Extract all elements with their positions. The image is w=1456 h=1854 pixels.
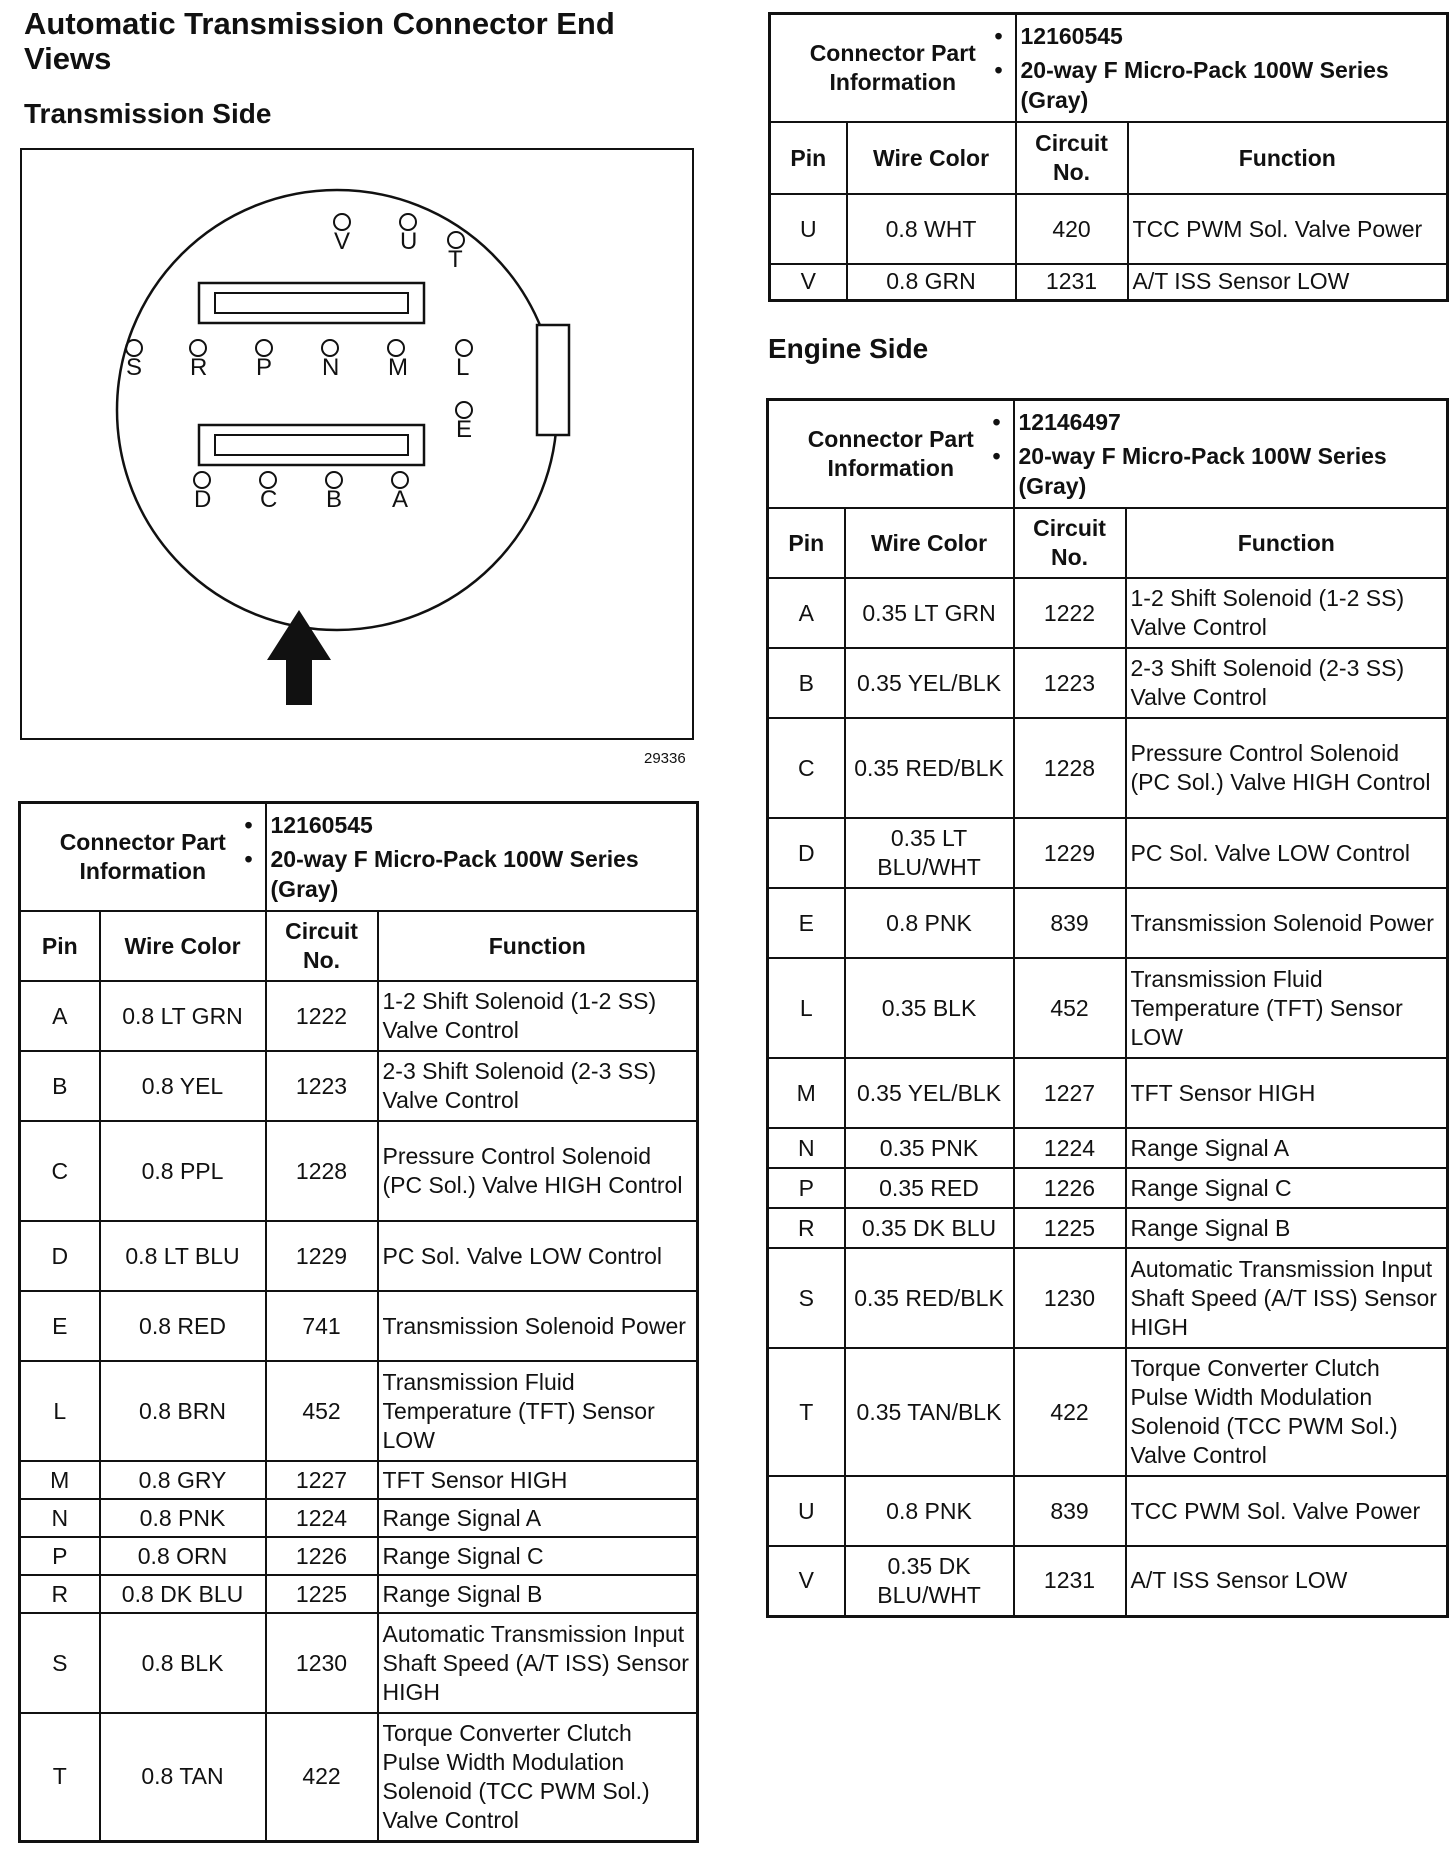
wire-color-cell: 0.8 GRY [100, 1461, 266, 1499]
table-row [20, 1499, 698, 1537]
circuit-cell: 1230 [1014, 1248, 1126, 1348]
connector-part-info-label: Connector Part Information [768, 400, 1014, 509]
function-cell: Automatic Transmission Input Shaft Speed (A/T ISS) Sensor HIGH [378, 1613, 698, 1713]
trans-side-table-continued [768, 12, 1449, 302]
pin-cell: E [768, 888, 845, 958]
wire-color-cell: 0.8 PNK [100, 1499, 266, 1537]
pin-label: C [260, 486, 278, 513]
table-row [768, 1546, 1448, 1616]
wire-color-cell: 0.8 WHT [847, 194, 1016, 264]
wire-color-cell: 0.35 DK BLU/WHT [845, 1546, 1014, 1616]
pin-cell: B [768, 648, 845, 718]
wire-color-cell: 0.35 PNK [845, 1128, 1014, 1168]
function-cell: 1-2 Shift Solenoid (1-2 SS) Valve Control [378, 981, 698, 1051]
function-cell: Range Signal C [378, 1537, 698, 1575]
table-row [768, 1058, 1448, 1128]
function-cell: Transmission Solenoid Power [1126, 888, 1448, 958]
pin-cell: T [768, 1348, 845, 1476]
wire-color-cell: 0.8 BRN [100, 1361, 266, 1461]
wire-color-cell: 0.8 RED [100, 1291, 266, 1361]
function-cell: Range Signal C [1126, 1168, 1448, 1208]
connector-series: • 20-way F Micro-Pack 100W Series (Gray) [1021, 55, 1443, 115]
pin-cell: L [768, 958, 845, 1058]
pin-cell: C [20, 1121, 100, 1221]
connector-diagram [20, 148, 694, 740]
pin-cell: P [768, 1168, 845, 1208]
col-wire-color: Wire Color [845, 508, 1014, 578]
pin-cell: D [20, 1221, 100, 1291]
col-wire-color: Wire Color [847, 122, 1016, 194]
circuit-cell: 422 [266, 1713, 378, 1841]
pin-cell: N [20, 1499, 100, 1537]
wire-color-cell: 0.8 DK BLU [100, 1575, 266, 1613]
circuit-cell: 1227 [266, 1461, 378, 1499]
page-title: Automatic Transmission Connector End Views [24, 6, 615, 76]
part-number: • 12146497 [1019, 407, 1443, 437]
pin-label: T [448, 246, 463, 273]
pin-label: A [392, 486, 409, 513]
function-cell: A/T ISS Sensor LOW [1126, 1546, 1448, 1616]
table-row [768, 648, 1448, 718]
pin-label: V [334, 228, 351, 255]
connector-part-info-label: Connector Part Information [770, 14, 1016, 123]
wire-color-cell: 0.35 RED/BLK [845, 718, 1014, 818]
wire-color-cell: 0.8 BLK [100, 1613, 266, 1713]
pin-cell: A [768, 578, 845, 648]
pin-cell: U [768, 1476, 845, 1546]
table-row [768, 1128, 1448, 1168]
wire-color-cell: 0.35 LT GRN [845, 578, 1014, 648]
circuit-cell: 1226 [266, 1537, 378, 1575]
part-number: • 12160545 [271, 810, 693, 840]
trans-side-table [18, 801, 699, 1843]
pin-label: R [190, 354, 208, 381]
table-row [20, 1291, 698, 1361]
connector-part-info [1016, 14, 1448, 123]
function-cell: Transmission Fluid Temperature (TFT) Sensor LOW [378, 1361, 698, 1461]
wire-color-cell: 0.35 LT BLU/WHT [845, 818, 1014, 888]
circuit-cell: 1229 [1014, 818, 1126, 888]
pin-cell: M [768, 1058, 845, 1128]
wire-color-cell: 0.8 TAN [100, 1713, 266, 1841]
function-cell: Torque Converter Clutch Pulse Width Modulation Solenoid (TCC PWM Sol.) Valve Control [378, 1713, 698, 1841]
pin-label: S [126, 354, 143, 381]
function-cell: Pressure Control Solenoid (PC Sol.) Valve HIGH Control [1126, 718, 1448, 818]
function-cell: Torque Converter Clutch Pulse Width Modulation Solenoid (TCC PWM Sol.) Valve Control [1126, 1348, 1448, 1476]
circuit-cell: 1223 [1014, 648, 1126, 718]
connector-part-info [266, 803, 698, 912]
wire-color-cell: 0.35 RED [845, 1168, 1014, 1208]
wire-color-cell: 0.35 YEL/BLK [845, 1058, 1014, 1128]
wire-color-cell: 0.8 ORN [100, 1537, 266, 1575]
table-row [20, 1051, 698, 1121]
col-pin: Pin [20, 911, 100, 981]
table-row [768, 818, 1448, 888]
connector-part-info-label: Connector Part Information [20, 803, 266, 912]
table-row [768, 1348, 1448, 1476]
function-cell: 1-2 Shift Solenoid (1-2 SS) Valve Control [1126, 578, 1448, 648]
col-pin: Pin [770, 122, 847, 194]
pin-cell: R [20, 1575, 100, 1613]
pin-cell: C [768, 718, 845, 818]
function-cell: TFT Sensor HIGH [1126, 1058, 1448, 1128]
col-circuit: Circuit No. [1016, 122, 1128, 194]
wire-color-cell: 0.35 YEL/BLK [845, 648, 1014, 718]
function-cell: Transmission Solenoid Power [378, 1291, 698, 1361]
pin-label: B [326, 486, 343, 513]
col-circuit: Circuit No. [1014, 508, 1126, 578]
wire-color-cell: 0.8 PNK [845, 888, 1014, 958]
col-function: Function [1126, 508, 1448, 578]
circuit-cell: 1227 [1014, 1058, 1126, 1128]
circuit-cell: 839 [1014, 1476, 1126, 1546]
function-cell: Pressure Control Solenoid (PC Sol.) Valve HIGH Control [378, 1121, 698, 1221]
connector-series: • 20-way F Micro-Pack 100W Series (Gray) [1019, 441, 1443, 501]
circuit-cell: 1222 [266, 981, 378, 1051]
function-cell: 2-3 Shift Solenoid (2-3 SS) Valve Control [378, 1051, 698, 1121]
pin-label: U [400, 228, 418, 255]
pin-label: D [194, 486, 212, 513]
pin-cell: U [770, 194, 847, 264]
col-function: Function [1128, 122, 1448, 194]
wire-color-cell: 0.8 LT GRN [100, 981, 266, 1051]
table-row [770, 194, 1448, 264]
table-row [20, 1613, 698, 1713]
function-cell: Range Signal A [1126, 1128, 1448, 1168]
engine-side-table [766, 398, 1449, 1618]
table-row [768, 1168, 1448, 1208]
circuit-cell: 839 [1014, 888, 1126, 958]
circuit-cell: 1226 [1014, 1168, 1126, 1208]
wire-color-cell: 0.35 DK BLU [845, 1208, 1014, 1248]
connector-part-info [1014, 400, 1448, 509]
pin-cell: L [20, 1361, 100, 1461]
table-row [768, 1476, 1448, 1546]
function-cell: A/T ISS Sensor LOW [1128, 264, 1448, 300]
table-row [20, 1121, 698, 1221]
wire-color-cell: 0.8 YEL [100, 1051, 266, 1121]
pin-cell: N [768, 1128, 845, 1168]
circuit-cell: 1229 [266, 1221, 378, 1291]
wire-color-cell: 0.8 PNK [845, 1476, 1014, 1546]
col-wire-color: Wire Color [100, 911, 266, 981]
wire-color-cell: 0.35 TAN/BLK [845, 1348, 1014, 1476]
col-pin: Pin [768, 508, 845, 578]
circuit-cell: 1224 [266, 1499, 378, 1537]
table-row [20, 1361, 698, 1461]
function-cell: TFT Sensor HIGH [378, 1461, 698, 1499]
figure-number: 29336 [644, 750, 686, 767]
function-cell: 2-3 Shift Solenoid (2-3 SS) Valve Control [1126, 648, 1448, 718]
col-function: Function [378, 911, 698, 981]
circuit-cell: 452 [266, 1361, 378, 1461]
pin-cell: A [20, 981, 100, 1051]
table-row [20, 981, 698, 1051]
pin-cell: V [768, 1546, 845, 1616]
function-cell: TCC PWM Sol. Valve Power [1126, 1476, 1448, 1546]
table-row [20, 1461, 698, 1499]
circuit-cell: 1225 [266, 1575, 378, 1613]
table-row [20, 1221, 698, 1291]
wire-color-cell: 0.8 LT BLU [100, 1221, 266, 1291]
col-circuit: Circuit No. [266, 911, 378, 981]
pin-cell: D [768, 818, 845, 888]
function-cell: Range Signal B [378, 1575, 698, 1613]
function-cell: PC Sol. Valve LOW Control [378, 1221, 698, 1291]
pin-label: M [388, 354, 408, 381]
circuit-cell: 1225 [1014, 1208, 1126, 1248]
table-row [768, 578, 1448, 648]
circuit-cell: 422 [1014, 1348, 1126, 1476]
table-row [770, 264, 1448, 300]
circuit-cell: 1222 [1014, 578, 1126, 648]
circuit-cell: 1228 [266, 1121, 378, 1221]
wire-color-cell: 0.8 GRN [847, 264, 1016, 300]
connector-face-drawing [22, 150, 692, 738]
table-row [768, 888, 1448, 958]
wire-color-cell: 0.35 BLK [845, 958, 1014, 1058]
circuit-cell: 420 [1016, 194, 1128, 264]
pin-cell: E [20, 1291, 100, 1361]
engine-side-heading: Engine Side [768, 333, 929, 364]
pin-cell: M [20, 1461, 100, 1499]
table-row [20, 1575, 698, 1613]
circuit-cell: 1224 [1014, 1128, 1126, 1168]
part-number: • 12160545 [1021, 21, 1443, 51]
function-cell: Range Signal B [1126, 1208, 1448, 1248]
circuit-cell: 1223 [266, 1051, 378, 1121]
table-row [768, 718, 1448, 818]
pin-cell: B [20, 1051, 100, 1121]
circuit-cell: 741 [266, 1291, 378, 1361]
pin-cell: P [20, 1537, 100, 1575]
wire-color-cell: 0.8 PPL [100, 1121, 266, 1221]
table-row [20, 1537, 698, 1575]
pin-cell: S [768, 1248, 845, 1348]
pin-label: N [322, 354, 340, 381]
pin-cell: V [770, 264, 847, 300]
table-row [768, 958, 1448, 1058]
pin-label: L [456, 354, 470, 381]
table-row [768, 1208, 1448, 1248]
function-cell: Automatic Transmission Input Shaft Speed (A/T ISS) Sensor HIGH [1126, 1248, 1448, 1348]
table-row [20, 1713, 698, 1841]
circuit-cell: 1231 [1016, 264, 1128, 300]
pin-cell: T [20, 1713, 100, 1841]
pin-cell: R [768, 1208, 845, 1248]
table-row [768, 1248, 1448, 1348]
circuit-cell: 1228 [1014, 718, 1126, 818]
pin-label: E [456, 416, 473, 443]
function-cell: Transmission Fluid Temperature (TFT) Sensor LOW [1126, 958, 1448, 1058]
connector-series: • 20-way F Micro-Pack 100W Series (Gray) [271, 844, 693, 904]
function-cell: Range Signal A [378, 1499, 698, 1537]
transmission-side-heading: Transmission Side [24, 98, 272, 129]
wire-color-cell: 0.35 RED/BLK [845, 1248, 1014, 1348]
circuit-cell: 452 [1014, 958, 1126, 1058]
pin-label: P [256, 354, 273, 381]
circuit-cell: 1230 [266, 1613, 378, 1713]
function-cell: PC Sol. Valve LOW Control [1126, 818, 1448, 888]
function-cell: TCC PWM Sol. Valve Power [1128, 194, 1448, 264]
pin-cell: S [20, 1613, 100, 1713]
circuit-cell: 1231 [1014, 1546, 1126, 1616]
